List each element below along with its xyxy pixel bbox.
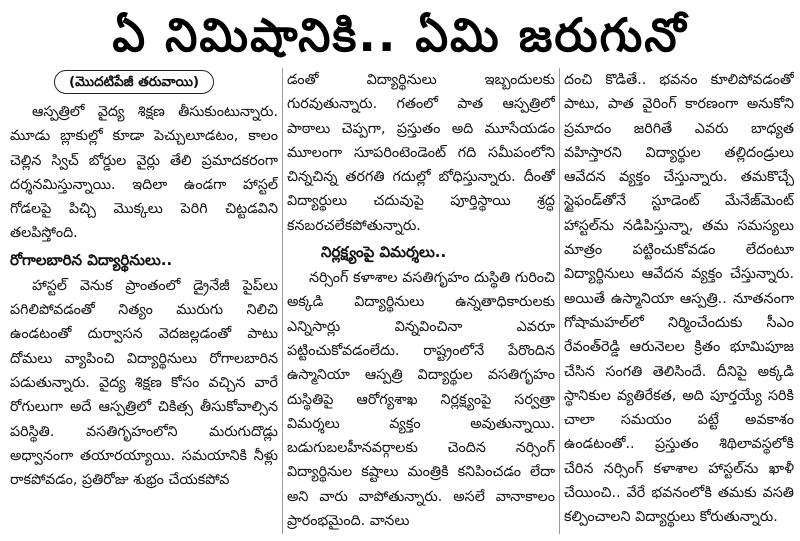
headline: ఏ నిమిషానికి.. ఏమి జరుగునో [112, 8, 688, 62]
col1-paragraph-2: హాస్టల్ వెనుక ప్రాంతంలో డ్రైనేజీ పైప్‌లు పగిలిపోవడంతో నిత్యం మురుగు నిలిచి ఉండటంతో దుర్వాసన వెదజల్లడంతో పాటు దోమలు వ్యాపించి విద్యార్థినులు రోగాలబారిన పడుతున్నారు. వైద్య శిక్షణ కోసం వచ్చిన వారే రోగులుగా అదే ఆస్పత్రిలో చికిత్స తీసుకోవాల్సిన పరిస్థితి. వసతిగృహంలోని మరుగుదొడ్లు అధ్వానంగా తయారయ్యాయి. సమయానికి నీళ్లు రాకపోవడం, ప్రతిరోజు శుభ్రం చేయకపోవ [10, 277, 278, 489]
col2-paragraph-1: డంతో విద్యార్థినులు ఇబ్బందులకు గురవుతున్నారు. గతంలో పాత ఆస్పత్రిలో పాఠాలు చెప్పగా, ప్రస్తుతం అది మూసేయడం మూలంగా సూపరింటెండెంట్ గది సమీపంలోని చిన్నచిన్న తరగతి గదుల్లో బోధిస్తున్నారు. దీంతో విద్యార్థులు చదువుపై పూర్తిస్థాయి శ్రద్ధ కనబరచలేకపోతున్నారు. [287, 72, 555, 234]
continuation-kicker: (మొదటిపేజీ తరువాయి) [54, 70, 214, 94]
subheading-sick-students: రోగాలబారిన విద్యార్థినులు.. [10, 250, 173, 269]
col2-paragraph-2: నర్సింగ్ కళాశాల వసతిగృహం దుస్థితి గురించి అక్కడి విద్యార్థినులు ఉన్నతాధికారులకు ఎన్నిసార్లు విన్నవించినా ఎవరూ పట్టించుకోవడంలేదు. రాష్ట్రంలోనే పేరొందిన ఉస్మానియా ఆస్పత్రి విద్యార్థుల వసతిగృహం దుస్థితిపై ఆరోగ్యశాఖ నిర్లక్ష్యంపై సర్వత్రా విమర్శలు వ్యక్తం అవుతున్నాయి. బడుగుబలహీనవర్గాలకు చెందిన నర్సింగ్ విద్యార్థినుల కష్టాలు మంత్రికి కనిపించడం లేదా అని వారు వాపోతున్నారు. అసలే వానాకాలం ప్రారంభమైంది. వానలు [287, 270, 555, 530]
article-column-2 [287, 68, 555, 538]
col1-paragraph-1: ఆస్పత్రిలో వైద్య శిక్షణ తీసుకుంటున్నారు. మూడు బ్లాకుల్లో కూడా పెచ్చులూడటం, కాలం చెల్లిన స్విచ్ బోర్డుల వైర్లు తేలి ప్రమాదకరంగా దర్శనమిస్తున్నాయి. ఇదిలా ఉండగా హాస్టల్ గోడలపై పిచ్చి మొక్కలు పెరిగి చిట్టడవిని తలపిస్తోంది. [10, 104, 278, 242]
article-column-3 [564, 68, 794, 538]
subheading-criticism: నిర్లక్ష్యంపై విమర్శలు.. [321, 243, 447, 262]
column-divider-1 [282, 68, 283, 534]
column-divider-2 [559, 68, 560, 534]
article-column-1 [10, 68, 278, 538]
col3-paragraph-1: దంచి కొడితే.. భవనం కూలిపోవడంతో పాటు, పాత వైరింగ్ కారణంగా అనుకోని ప్రమాదం జరిగితే ఎవరు బాధ్యత వహిస్తారని విద్యార్థుల తల్లిదండ్రులు ఆవేదన వ్యక్తం చేస్తున్నారు. తమకొచ్చే స్టైఫండ్‌తోనే స్టూడెంట్ మేనేజ్‌మెంట్ హాస్టల్‌ను నడిపిస్తున్నా, తమ సమస్యలు మాత్రం పట్టించుకోవడం లేదంటూ విద్యార్థినులు ఆవేదన వ్యక్తం చేస్తున్నారు. అయితే ఉస్మానియా ఆస్పత్రి.. నూతనంగా గోషామహల్‌లో నిర్మించేందుకు సీఎం రేవంత్‌రెడ్డి ఆరునెలల క్రితం భూమిపూజ చేసిన సంగతి తెలిసిందే. దీనిపై అక్కడి స్థానికుల వ్యతిరేకత, అది పూర్తయ్యే సరికి చాలా సమయం పట్టే అవకాశం ఉండటంతో.. ప్రస్తుతం శిథిలావస్థలోకి చేరిన నర్సింగ్ కళాశాల హాస్టల్‌ను ఖాళీ చేయించి.. వేరే భవనంలోకి తమకు వసతి కల్పించాలని విద్యార్థులు కోరుతున్నారు. [564, 72, 794, 526]
